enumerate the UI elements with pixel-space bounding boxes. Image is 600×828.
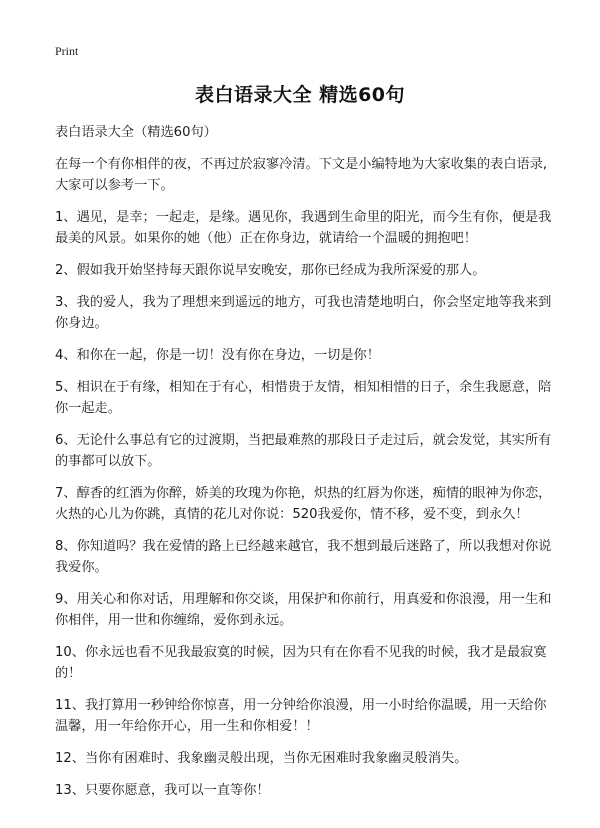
quote-item-12: 12、当你有困难时、我象幽灵般出现，当你无困难时我象幽灵般消失。 bbox=[55, 751, 468, 766]
document-subtitle: 表白语录大全（精选60句） bbox=[55, 125, 217, 140]
quote-item-7: 7、醇香的红酒为你醉，娇美的玫瑰为你艳，炽热的红唇为你迷，痴情的眼神为你恋，火热的心儿为你跳，真情的花儿对你说：520我爱你，情不移，爱不变，到永久！ bbox=[55, 486, 552, 522]
quote-item-11: 11、我打算用一秒钟给你惊喜，用一分钟给你浪漫，用一小时给你温暖，用一天给你温馨，用一年给你开心，用一生和你相爱！！ bbox=[55, 698, 547, 734]
quote-item-10: 10、你永远也看不见我最寂寞的时候，因为只有在你看不见我的时候，我才是最寂寞的！ bbox=[55, 645, 547, 681]
quote-item-5: 5、相识在于有缘，相知在于有心，相惜贵于友情，相知相惜的日子，余生我愿意，陪你一起走。 bbox=[55, 380, 552, 416]
quote-item-9: 9、用关心和你对话，用理解和你交谈，用保护和你前行，用真爱和你浪漫，用一生和你相伴，用一世和你缠绵，爱你到永远。 bbox=[55, 592, 552, 628]
print-label: Print bbox=[55, 44, 79, 58]
quote-item-3: 3、我的爱人，我为了理想来到遥远的地方，可我也清楚地明白，你会坚定地等我来到你身边。 bbox=[55, 295, 552, 331]
quote-item-4: 4、和你在一起，你是一切！没有你在身边，一切是你！ bbox=[55, 348, 380, 363]
quote-item-6: 6、无论什么事总有它的过渡期，当把最难熬的那段日子走过后，就会发觉，其实所有的事都可以放下。 bbox=[55, 433, 552, 469]
quote-item-1: 1、遇见，是幸；一起走，是缘。遇见你，我遇到生命里的阳光，而今生有你，便是我最美的风景。如果你的她（他）正在你身边，就请给一个温暖的拥抱吧！ bbox=[55, 210, 552, 246]
quote-item-8: 8、你知道吗？我在爱情的路上已经越来越官，我不想到最后迷路了，所以我想对你说我爱你。 bbox=[55, 539, 552, 575]
document-body bbox=[55, 122, 555, 812]
intro-paragraph: 在每一个有你相伴的夜，不再过於寂寥冷清。下文是小编特地为大家收集的表白语录,大家可以参考一下。 bbox=[55, 157, 548, 193]
quote-item-13: 13、只要你愿意，我可以一直等你！ bbox=[55, 783, 270, 798]
quote-item-2: 2、假如我开始坚持每天跟你说早安晚安，那你已经成为我所深爱的那人。 bbox=[55, 263, 486, 278]
document-title: 表白语录大全 精选60句 bbox=[194, 84, 406, 106]
